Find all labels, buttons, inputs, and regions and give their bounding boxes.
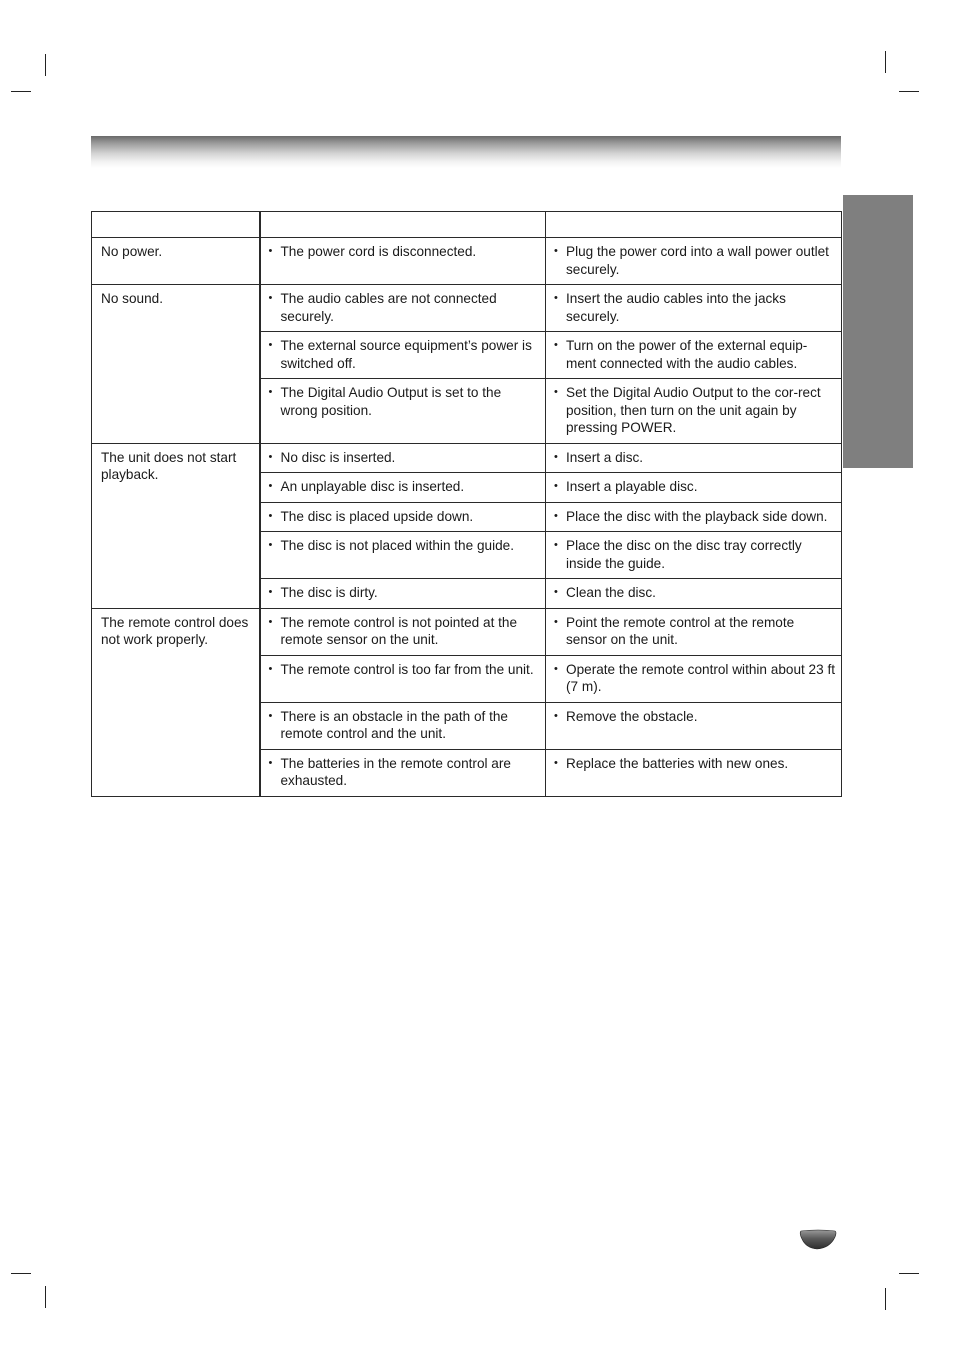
bullet-mark: • [268, 292, 273, 304]
symptom-cell: The remote control does not work properly. [92, 608, 260, 796]
bullet-mark: • [554, 509, 558, 522]
cause-cell [260, 608, 546, 655]
correction-item-text: Remove the obstacle. [566, 708, 698, 724]
correction-item-text: Replace the batteries with new ones. [566, 755, 789, 771]
correction-cell [546, 608, 842, 655]
header-cause [260, 212, 546, 238]
table-body [92, 238, 842, 797]
correction-item-text: Insert the audio cables into the jacks securely. [566, 291, 786, 324]
cause-item-text: The external source equipment’s power is switched off. [280, 338, 532, 371]
bullet-mark: • [554, 480, 558, 492]
crop-mark [11, 1273, 31, 1274]
crop-mark [45, 54, 46, 76]
bullet-mark: • [554, 615, 558, 628]
table-header-row [92, 212, 842, 238]
cause-cell [260, 443, 546, 473]
header-symptom [92, 212, 260, 238]
correction-item-text: Point the remote control at the remote sensor on the unit. [566, 614, 795, 647]
cause-item [269, 537, 540, 555]
bullet-mark: • [268, 339, 273, 351]
bullet-mark: • [554, 245, 558, 257]
cause-cell [260, 579, 546, 609]
cause-cell [260, 655, 546, 702]
cause-item-text: The batteries in the remote control are exhausted. [280, 755, 511, 788]
correction-cell [546, 443, 842, 473]
crop-mark [885, 51, 886, 73]
cause-cell [260, 238, 546, 285]
correction-cell [546, 379, 842, 444]
correction-item [554, 508, 835, 526]
bullet-mark: • [554, 292, 558, 304]
correction-item-text: Insert a playable disc. [566, 479, 698, 494]
bullet-mark: • [268, 662, 273, 675]
bullet-mark: • [268, 386, 273, 398]
cause-item [269, 508, 540, 526]
cause-cell [260, 702, 546, 749]
correction-cell [546, 332, 842, 379]
cause-cell [260, 473, 546, 503]
correction-cell [546, 749, 842, 796]
cause-cell [260, 285, 546, 332]
correction-item-text: Place the disc with the playback side down. [566, 508, 828, 524]
correction-item-text: Plug the power cord into a wall power outlet securely. [566, 244, 829, 277]
bullet-mark: • [554, 709, 558, 722]
cause-item [269, 708, 540, 743]
correction-item-text: Clean the disc. [566, 585, 656, 600]
section-header-bar [91, 136, 841, 168]
correction-cell [546, 502, 842, 532]
bullet-mark: • [268, 615, 273, 628]
cause-item-text: The Digital Audio Output is set to the wrong position. [280, 385, 502, 418]
correction-item-text: Turn on the power of the external equip-ment connected with the audio cables. [566, 338, 808, 371]
section-side-tab [843, 195, 913, 468]
correction-cell [546, 532, 842, 579]
crop-mark [885, 1288, 886, 1310]
cause-item [269, 584, 540, 602]
correction-item [554, 449, 835, 467]
bullet-mark: • [554, 450, 558, 463]
symptom-cell: No power. [92, 238, 260, 285]
bullet-mark: • [268, 450, 273, 463]
correction-item [554, 478, 835, 496]
cause-item-text: The disc is dirty. [280, 585, 378, 600]
correction-item [554, 614, 835, 649]
crop-mark [45, 1286, 46, 1308]
correction-item [554, 584, 835, 602]
cause-item [269, 661, 540, 679]
table-row [92, 238, 842, 285]
correction-item [554, 337, 835, 372]
bullet-mark: • [268, 539, 273, 551]
correction-item-text: Operate the remote control within about 23 ft (7 m). [566, 661, 836, 694]
correction-item-text: Insert a disc. [566, 449, 644, 465]
cause-item [269, 384, 540, 419]
cause-cell [260, 332, 546, 379]
cause-item [269, 755, 540, 790]
bullet-mark: • [554, 662, 558, 675]
cause-item [269, 290, 540, 325]
correction-cell [546, 702, 842, 749]
cause-item-text: The disc is not placed within the guide. [280, 538, 514, 553]
table-row [92, 608, 842, 655]
bullet-mark: • [268, 509, 273, 522]
cause-item-text: No disc is inserted. [280, 449, 396, 465]
cause-item [269, 243, 540, 261]
correction-cell [546, 238, 842, 285]
correction-cell [546, 579, 842, 609]
bullet-mark: • [554, 386, 558, 398]
correction-cell [546, 473, 842, 503]
troubleshooting-table [91, 211, 842, 797]
correction-cell [546, 655, 842, 702]
correction-item-text: Place the disc on the disc tray correctly inside the guide. [566, 538, 802, 571]
cause-cell [260, 749, 546, 796]
cause-item-text: The remote control is not pointed at the remote sensor on the unit. [280, 614, 518, 647]
symptom-cell: The unit does not start playback. [92, 443, 260, 608]
cause-item-text: The disc is placed upside down. [280, 508, 474, 524]
table-row [92, 285, 842, 332]
correction-item [554, 290, 835, 325]
symptom-cell: No sound. [92, 285, 260, 444]
cause-cell [260, 532, 546, 579]
cause-cell [260, 379, 546, 444]
cause-item-text: An unplayable disc is inserted. [280, 479, 465, 494]
bullet-mark: • [268, 709, 273, 722]
cause-cell [260, 502, 546, 532]
table-row [92, 443, 842, 473]
correction-item [554, 243, 835, 278]
correction-item [554, 708, 835, 726]
bullet-mark: • [268, 756, 273, 769]
cause-item [269, 614, 540, 649]
correction-item [554, 537, 835, 572]
bullet-mark: • [268, 245, 273, 257]
crop-mark [899, 91, 919, 92]
correction-item [554, 384, 835, 437]
cause-item [269, 478, 540, 496]
cause-item-text: There is an obstacle in the path of the remote control and the unit. [280, 708, 508, 741]
correction-cell [546, 285, 842, 332]
cause-item-text: The power cord is disconnected. [280, 244, 477, 259]
correction-item [554, 755, 835, 773]
bullet-mark: • [554, 586, 558, 598]
crop-mark [899, 1273, 919, 1274]
bullet-mark: • [268, 480, 273, 492]
correction-item-text: Set the Digital Audio Output to the cor-rect position, then turn on the unit again by pressing POWER. [566, 385, 821, 435]
cause-item-text: The audio cables are not connected securely. [280, 291, 497, 324]
correction-item [554, 661, 835, 696]
bullet-mark: • [554, 539, 558, 551]
bullet-mark: • [554, 756, 558, 769]
crop-mark [11, 91, 31, 92]
bullet-mark: • [554, 339, 558, 351]
header-correction [546, 212, 842, 238]
cause-item-text: The remote control is too far from the unit. [280, 661, 534, 677]
cause-item [269, 449, 540, 467]
page-number-badge [799, 1229, 837, 1250]
bullet-mark: • [268, 586, 273, 598]
cause-item [269, 337, 540, 372]
